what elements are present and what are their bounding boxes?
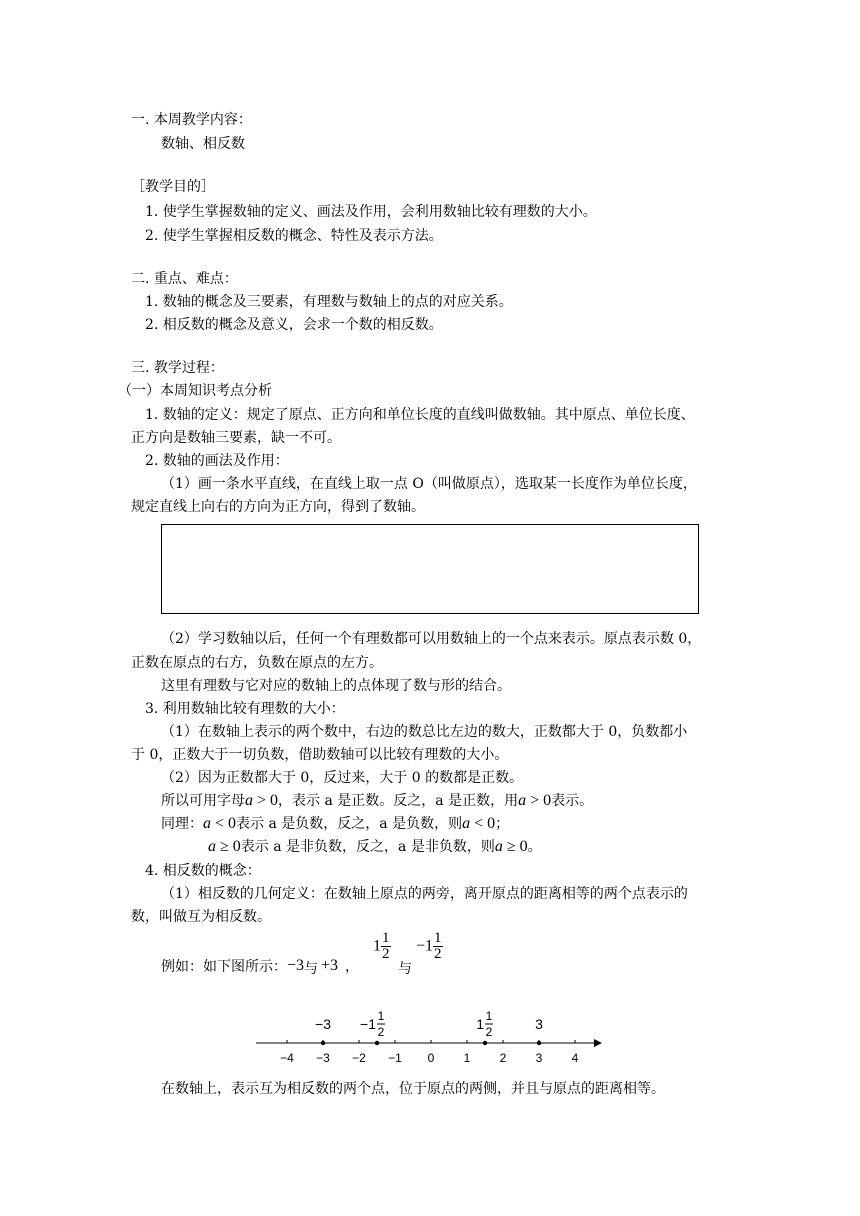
number-line-figure [250,1005,610,1073]
point-label-numerator: 1 [485,1009,493,1023]
number-line-drawing-box [161,524,699,614]
tick-label: −2 [352,1051,366,1065]
tick-label: 3 [535,1051,543,1065]
point-marker [537,1041,541,1045]
point-label-denominator: 2 [485,1025,493,1039]
math-ge0: ≥ 0 [216,838,241,855]
example-pos3: +3 [321,957,339,974]
point-label-denominator: 2 [377,1025,385,1039]
para-3-1-line-2: 于 0，正数大于一切负数，借助数轴可以比较有理数的大小。 [131,747,509,763]
para-2-1-line-2: 规定直线上向右的方向为正方向，得到了数轴。 [131,499,425,515]
point-label-whole: 1 [476,1016,484,1032]
para-3-2: （2）因为正数都大于 0，反过来，大于 0 的数都是正数。 [161,770,524,786]
section-2-heading: 二. 重点、难点： [131,271,238,287]
inequality-line-1: 所以可用字母a > 0，表示 a 是正数。反之，a 是正数，用a > 0表示。 [161,792,594,809]
tick-label: 1 [463,1051,471,1065]
point-label: 3 [535,1016,543,1032]
section-3-subheading: （一）本周知识考点分析 [118,383,272,399]
section-1-heading: 一. 本周教学内容： [131,112,252,128]
example-prefix: 例如：如下图所示： [161,959,287,975]
example-neg3: −3 [287,957,305,974]
example-mixed-pos: 1 $\frac{1}{2}$ [373,930,390,962]
para-3-1-line-1: （1）在数轴上表示的两个数中，右边的数总比左边的数大，正数都大于 0，负数都小 [161,724,688,740]
tick-label: 2 [499,1051,507,1065]
example-mixed-neg: −1 $\frac{1}{2}$ [416,930,442,962]
point-label-whole: −1 [360,1016,376,1032]
section-2-item-1: 1. 数轴的概念及三要素，有理数与数轴上的点的对应关系。 [145,294,513,310]
para-2-2-line-2: 正数在原点的右方，负数在原点的左方。 [131,655,383,671]
tick-label: −4 [280,1051,294,1065]
goals-item-2: 2. 使学生掌握相反数的概念、特性及表示方法。 [145,228,443,244]
example-and-2: 与 [398,961,412,977]
example-and-1: 与 [304,961,318,977]
example-comma: ， [345,959,359,975]
section-2-item-2: 2. 相反数的概念及意义，会求一个数的相反数。 [145,317,443,333]
math-a: a [245,792,253,809]
para-4-1-line-1: （1）相反数的几何定义：在数轴上原点的两旁，离开原点的距离相等的两个点表示的 [161,886,688,902]
math-gt0: > 0 [253,792,279,809]
tick-label: 4 [571,1051,579,1065]
inequality-line-2: 同理：a < 0表示 a 是负数，反之，a 是负数，则a < 0； [161,815,510,832]
tick-label: −1 [388,1051,402,1065]
para-2-2-line-1: （2）学习数轴以后，任何一个有理数都可以用数轴上的一个点来表示。原点表示数 0， [161,631,702,647]
math-lt0: < 0 [211,815,237,832]
para-2-1-line-1: （1）画一条水平直线，在直线上取一点 O（叫做原点），选取某一长度作为单位长度， [161,476,697,492]
goals-heading: ［教学目的］ [131,179,215,195]
point-label: −3 [315,1016,331,1032]
point-marker [375,1041,379,1045]
point-marker [483,1041,487,1045]
conclusion: 在数轴上，表示互为相反数的两个点，位于原点的两侧，并且与原点的距离相等。 [161,1081,665,1097]
tick-label: 0 [427,1051,435,1065]
goals-item-1: 1. 使学生掌握数轴的定义、画法及作用，会利用数轴比较有理数的大小。 [145,204,597,220]
para-1-line-2: 正方向是数轴三要素，缺一不可。 [131,430,341,446]
para-4-heading: 4. 相反数的概念： [145,863,261,879]
para-1-line-1: 1. 数轴的定义：规定了原点、正方向和单位长度的直线叫做数轴。其中原点、单位长度、 [145,407,695,423]
para-3-heading: 3. 利用数轴比较有理数的大小： [145,701,345,717]
section-3-heading: 三. 教学过程： [131,360,224,376]
tick-label: −3 [316,1051,330,1065]
para-2-3: 这里有理数与它对应的数轴上的点体现了数与形的结合。 [161,678,511,694]
axis-arrow [594,1039,602,1047]
point-label-numerator: 1 [377,1009,385,1023]
inequality-line-3: a ≥ 0表示 a 是非负数，反之，a 是非负数，则a ≥ 0。 [208,838,542,855]
para-4-1-line-2: 数，叫做互为相反数。 [131,909,271,925]
section-1-content: 数轴、相反数 [161,136,245,152]
point-marker [321,1041,325,1045]
para-2-heading: 2. 数轴的画法及作用： [145,453,289,469]
